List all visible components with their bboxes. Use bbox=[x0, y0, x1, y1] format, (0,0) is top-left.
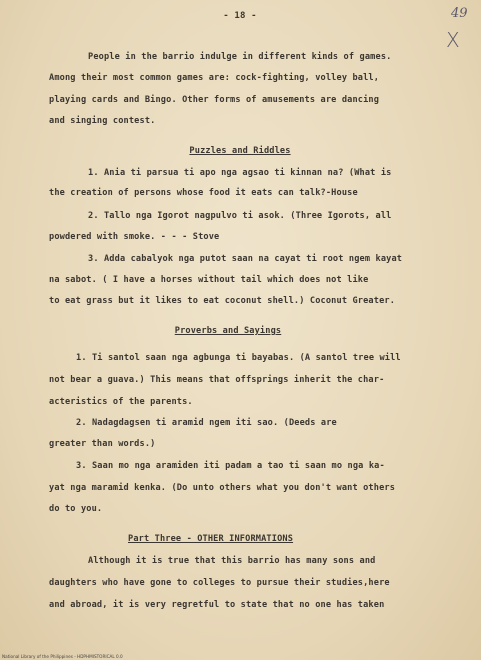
part-three-line: Although it is true that this barrio has many sons and bbox=[88, 556, 376, 566]
puzzle-line: 1. Ania ti parsua ti apo nga agsao ti kinnan na? (What is bbox=[88, 168, 392, 178]
proverb-line: 2. Nadagdagsen ti aramid ngem iti sao. (Deeds are bbox=[76, 418, 337, 428]
proverb-line: 3. Saan mo nga aramiden iti padam a tao ti saan mo nga ka- bbox=[76, 461, 385, 471]
proverbs-heading: Proverbs and Sayings bbox=[174, 326, 282, 336]
part-three-line: daughters who have gone to colleges to pursue their studies,here bbox=[49, 578, 390, 588]
page-number: - 18 - bbox=[223, 11, 257, 21]
puzzle-line: 2. Tallo nga Igorot nagpulvo ti asok. (Three Igorots, all bbox=[88, 211, 392, 221]
intro-line: and singing contest. bbox=[49, 116, 156, 126]
proverb-line: 1. Ti santol saan nga agbunga ti bayabas. (A santol tree will bbox=[76, 353, 401, 363]
proverb-line: yat nga maramid kenka. (Do unto others what you don't want others bbox=[49, 483, 396, 493]
proverb-line: greater than words.) bbox=[49, 439, 156, 449]
handwritten-x-mark: X bbox=[446, 28, 460, 52]
intro-line: People in the barrio indulge in different kinds of games. bbox=[88, 52, 392, 62]
handwritten-page-number: 49 bbox=[451, 6, 468, 21]
intro-line: playing cards and Bingo. Other forms of amusements are dancing bbox=[49, 95, 380, 105]
puzzles-heading: Puzzles and Riddles bbox=[189, 146, 291, 156]
puzzle-line: the creation of persons whose food it eats can talk?-House bbox=[49, 188, 358, 198]
scan-footer: National Library of the Philippines - HDPHMISTORICAL 0.0 bbox=[2, 654, 123, 659]
puzzle-line: na sabot. ( I have a horses without tail which does not like bbox=[49, 275, 369, 285]
proverb-line: not bear a guava.) This means that offsprings inherit the char- bbox=[49, 375, 385, 385]
intro-line: Among their most common games are: cock-fighting, volley ball, bbox=[49, 73, 380, 83]
puzzle-line: to eat grass but it likes to eat coconut shell.) Coconut Greater. bbox=[49, 296, 396, 306]
part-three-line: and abroad, it is very regretful to state that no one has taken bbox=[49, 600, 385, 610]
proverb-line: acteristics of the parents. bbox=[49, 397, 193, 407]
part-three-heading: Part Three - OTHER INFORMATIONS bbox=[128, 534, 294, 544]
puzzle-line: 3. Adda cabalyok nga putot saan na cayat ti root ngem kayat bbox=[88, 254, 403, 264]
proverb-line: do to you. bbox=[49, 504, 103, 514]
puzzle-line: powdered with smoke. - - - Stove bbox=[49, 232, 220, 242]
